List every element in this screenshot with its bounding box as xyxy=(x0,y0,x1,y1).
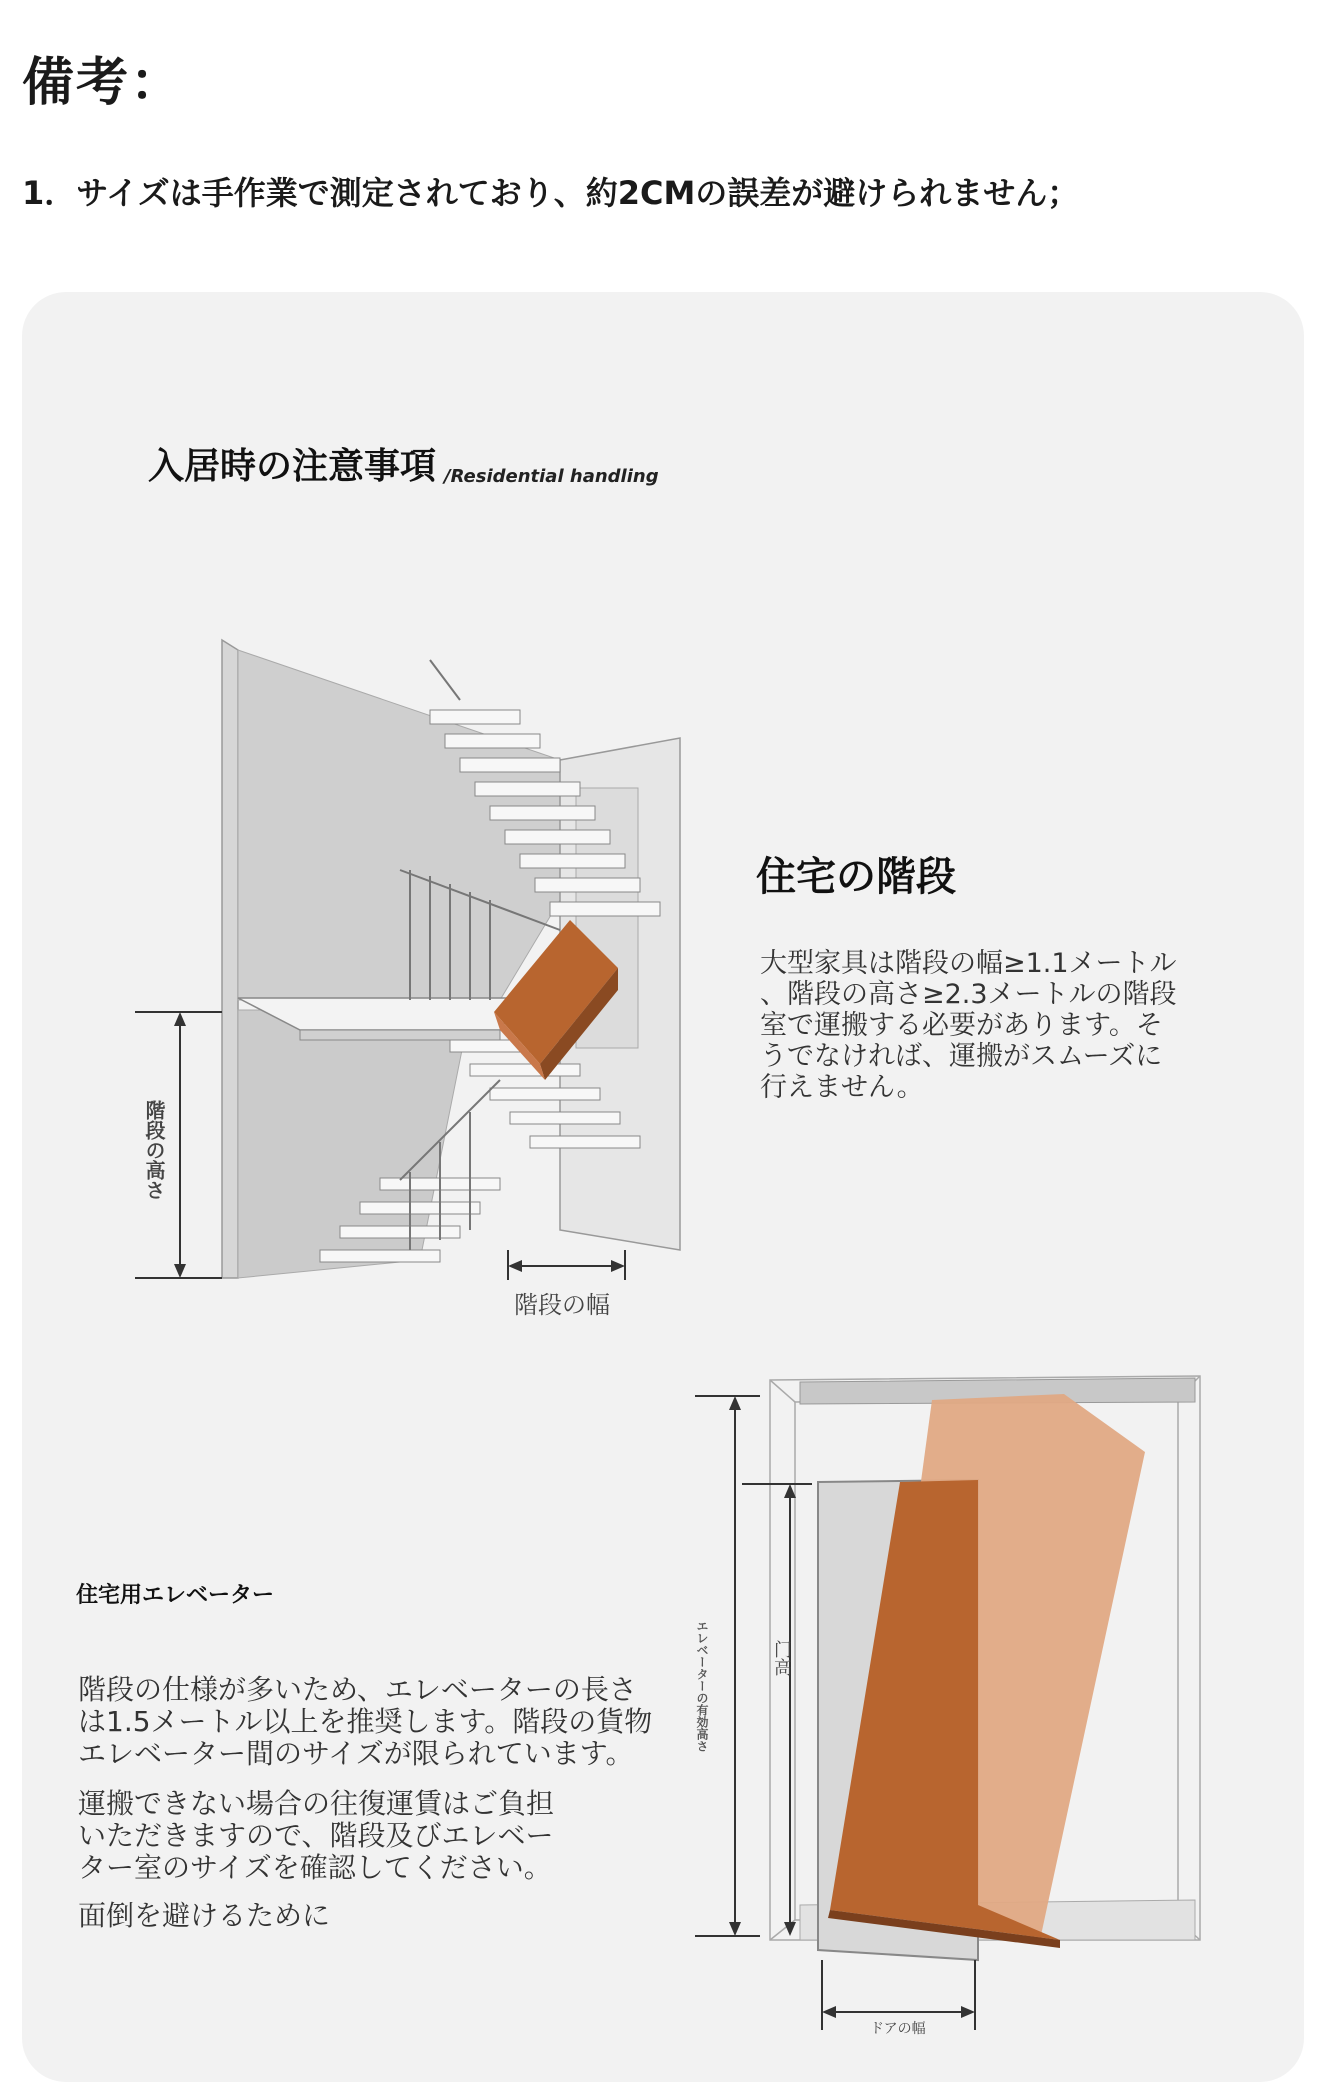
door-width-label: ドアの幅 xyxy=(870,2021,926,2037)
elevator-paragraph-2: 運搬できない場合の往復運賃はご負担 いただきますので、階段及びエレベー ター室のサイズを確認してください。 xyxy=(78,1787,555,1884)
elevator-paragraph-1: 階段の仕様が多いため、エレベーターの長さ は1.5メートル以上を推奨します。階段の貨物 エレベーター間のサイズが限られています。 xyxy=(78,1673,653,1770)
stairs-width-label: 階段の幅 xyxy=(514,1291,610,1319)
door-height-label: 门高 xyxy=(771,1640,792,1676)
page-heading: 備考： xyxy=(22,53,185,113)
elevator-title: 住宅用エレベーター xyxy=(76,1583,275,1608)
elevator-paragraph-3: 面倒を避けるために xyxy=(78,1899,331,1932)
elevator-effective-height-label: エレベーターの有効高さ xyxy=(695,1620,709,1752)
stairs-height-label: 階段の高さ xyxy=(142,1100,166,1200)
measurement-note: 1．サイズは手作業で測定されており、約2CMの誤差が避けられません； xyxy=(22,174,1080,212)
stairs-description: 大型家具は階段の幅≥1.1メートル 、階段の高さ≥2.3メートルの階段 室で運搬する必要があります。そ うでなければ、運搬がスムーズに 行えません。 xyxy=(760,948,1177,1103)
section-title: 入居時の注意事項 xyxy=(148,446,437,487)
section-subtitle: /Residential handling xyxy=(444,466,659,487)
stairs-title: 住宅の階段 xyxy=(756,854,956,900)
